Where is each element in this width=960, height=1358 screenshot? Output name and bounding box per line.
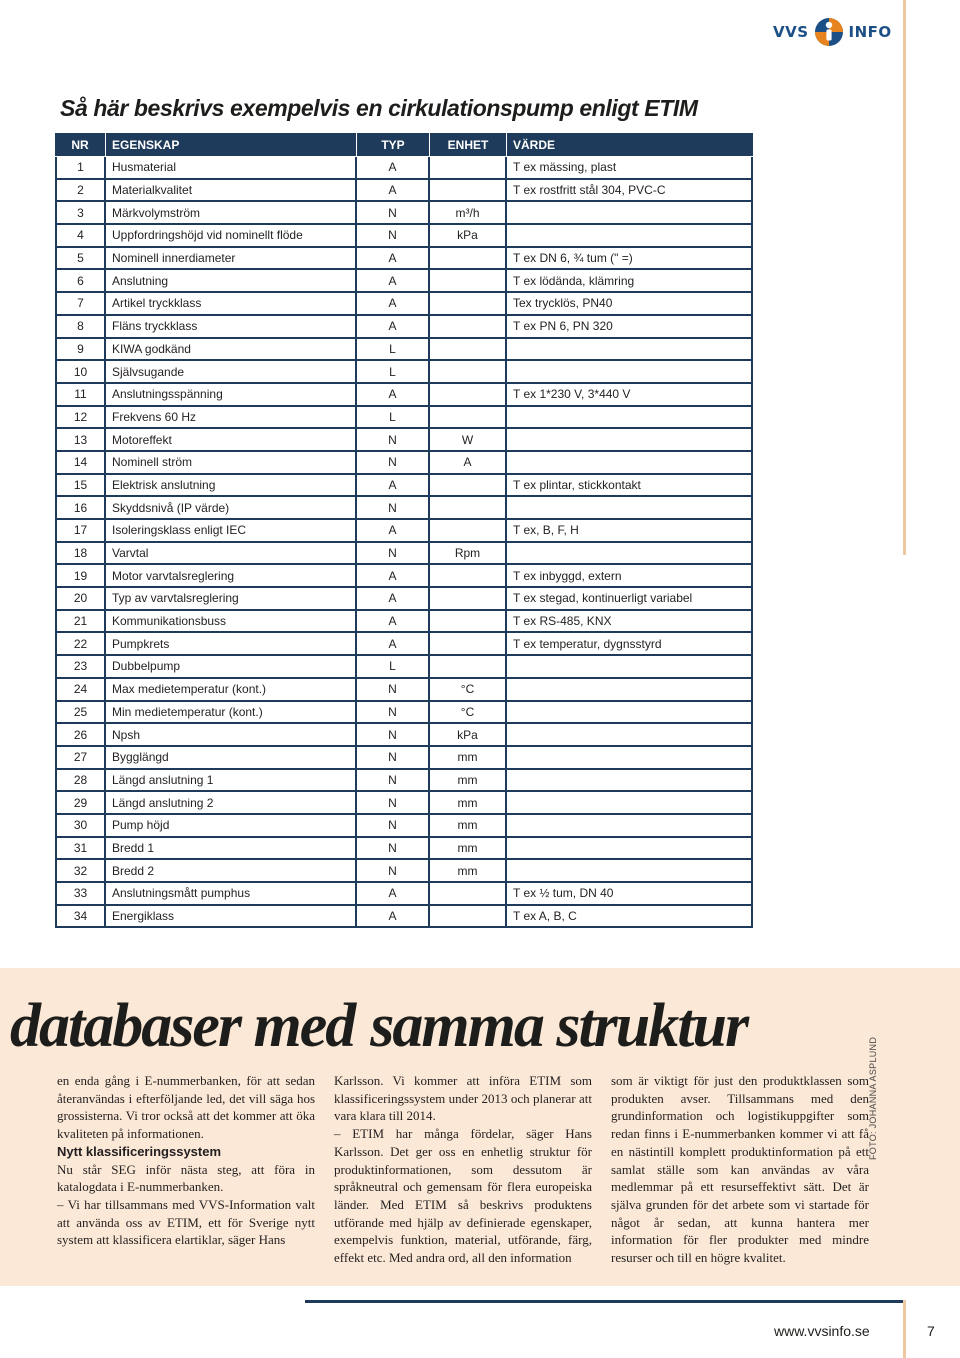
cell-typ: N bbox=[357, 543, 430, 566]
cell-typ: A bbox=[357, 316, 430, 339]
cell-varde bbox=[507, 702, 753, 725]
col2-paragraph-2: – ETIM har många fördelar, säger Hans Karlsson. Det ger oss en enhetlig struktur för produktinformationen, som dessutom är språkneutral och gemensam för flera europeiska länder. Med ETIM så beskrivs produktens utförande med hjälp av definierade egenskaper, exempelvis funktion, material, utförande, färg, effekt etc. Med andra ord, all den information bbox=[334, 1126, 592, 1266]
cell-nr: 18 bbox=[55, 543, 106, 566]
spec-table bbox=[55, 133, 753, 928]
table-row bbox=[55, 724, 753, 747]
col2-paragraph-1: Karlsson. Vi kommer att införa ETIM som klassificeringssystem under 2013 och planerar att vara klara till 2014. bbox=[334, 1073, 592, 1124]
cell-typ: N bbox=[357, 679, 430, 702]
article-headline bbox=[10, 992, 748, 1060]
cell-enhet bbox=[430, 407, 507, 430]
table-header-row bbox=[55, 133, 753, 157]
table-row bbox=[55, 339, 753, 362]
cell-nr: 25 bbox=[55, 702, 106, 725]
page-number: 7 bbox=[927, 1323, 935, 1339]
cell-varde: T ex lödända, klämring bbox=[507, 270, 753, 293]
cell-enhet bbox=[430, 270, 507, 293]
cell-egenskap: Frekvens 60 Hz bbox=[106, 407, 357, 430]
cell-enhet bbox=[430, 248, 507, 271]
cell-varde bbox=[507, 407, 753, 430]
cell-egenskap: Dubbelpump bbox=[106, 656, 357, 679]
header-nr: NR bbox=[55, 133, 106, 157]
cell-enhet bbox=[430, 361, 507, 384]
col3-paragraph-1: som är viktigt för just den produktklassen som produkten avser. Tillsammans med den grundinformation och logistikuppgifter som redan finns i E-nummerbanken kommer vi att få en nästintill komplett produktinformation på ett samlat ställe som kan användas av våra medlemmar på ett resurseffektivt sätt. Det är själva grunden för det arbete som vi startade för något år sedan, att kunna hantera mer information för fler produkter med mindre resurser och till en högre kvalitet. bbox=[611, 1073, 869, 1266]
cell-varde: T ex stegad, kontinuerligt variabel bbox=[507, 588, 753, 611]
table-row bbox=[55, 248, 753, 271]
cell-varde: T ex temperatur, dygnsstyrd bbox=[507, 633, 753, 656]
cell-egenskap: Anslutningsmått pumphus bbox=[106, 883, 357, 906]
cell-typ: L bbox=[357, 361, 430, 384]
cell-varde bbox=[507, 656, 753, 679]
cell-varde bbox=[507, 770, 753, 793]
cell-varde bbox=[507, 497, 753, 520]
table-row bbox=[55, 838, 753, 861]
cell-enhet bbox=[430, 633, 507, 656]
cell-egenskap: Materialkvalitet bbox=[106, 180, 357, 203]
cell-nr: 31 bbox=[55, 838, 106, 861]
cell-typ: N bbox=[357, 860, 430, 883]
cell-typ: N bbox=[357, 838, 430, 861]
cell-egenskap: Bredd 2 bbox=[106, 860, 357, 883]
cell-egenskap: Typ av varvtalsreglering bbox=[106, 588, 357, 611]
cell-enhet: kPa bbox=[430, 724, 507, 747]
cell-nr: 24 bbox=[55, 679, 106, 702]
article-subheading: Nytt klassificeringssystem bbox=[57, 1143, 222, 1159]
cell-nr: 3 bbox=[55, 202, 106, 225]
cell-typ: N bbox=[357, 815, 430, 838]
cell-typ: L bbox=[357, 656, 430, 679]
cell-enhet: mm bbox=[430, 838, 507, 861]
table-row bbox=[55, 770, 753, 793]
table-row bbox=[55, 316, 753, 339]
cell-enhet: m³/h bbox=[430, 202, 507, 225]
table-row bbox=[55, 497, 753, 520]
cell-nr: 2 bbox=[55, 180, 106, 203]
cell-nr: 32 bbox=[55, 860, 106, 883]
cell-typ: A bbox=[357, 270, 430, 293]
cell-enhet bbox=[430, 384, 507, 407]
cell-egenskap: Kommunikationsbuss bbox=[106, 611, 357, 634]
cell-egenskap: KIWA godkänd bbox=[106, 339, 357, 362]
cell-enhet bbox=[430, 475, 507, 498]
cell-varde bbox=[507, 339, 753, 362]
table-row bbox=[55, 225, 753, 248]
cell-enhet: mm bbox=[430, 747, 507, 770]
photo-credit: FOTO: JOHANNA ASPLUND bbox=[868, 1036, 878, 1160]
cell-typ: A bbox=[357, 384, 430, 407]
table-row bbox=[55, 588, 753, 611]
col1-paragraph-2: Nu står SEG inför nästa steg, att föra in katalogdata i E-nummerbanken. bbox=[57, 1161, 315, 1195]
table-row bbox=[55, 679, 753, 702]
logo-right-text: INFO bbox=[848, 23, 892, 41]
article-column-3 bbox=[611, 1072, 869, 1267]
cell-typ: N bbox=[357, 497, 430, 520]
table-row bbox=[55, 656, 753, 679]
cell-nr: 19 bbox=[55, 565, 106, 588]
cell-egenskap: Skyddsnivå (IP värde) bbox=[106, 497, 357, 520]
cell-varde: T ex rostfritt stål 304, PVC-C bbox=[507, 180, 753, 203]
cell-typ: N bbox=[357, 724, 430, 747]
cell-nr: 22 bbox=[55, 633, 106, 656]
cell-enhet: kPa bbox=[430, 225, 507, 248]
cell-typ: A bbox=[357, 248, 430, 271]
cell-egenskap: Artikel tryckklass bbox=[106, 293, 357, 316]
cell-egenskap: Längd anslutning 1 bbox=[106, 770, 357, 793]
cell-nr: 4 bbox=[55, 225, 106, 248]
cell-nr: 7 bbox=[55, 293, 106, 316]
cell-egenskap: Npsh bbox=[106, 724, 357, 747]
cell-nr: 9 bbox=[55, 339, 106, 362]
cell-nr: 28 bbox=[55, 770, 106, 793]
cell-egenskap: Bredd 1 bbox=[106, 838, 357, 861]
cell-egenskap: Anslutning bbox=[106, 270, 357, 293]
cell-enhet bbox=[430, 339, 507, 362]
table-row bbox=[55, 180, 753, 203]
cell-nr: 13 bbox=[55, 429, 106, 452]
cell-varde: T ex inbyggd, extern bbox=[507, 565, 753, 588]
footer-rule bbox=[305, 1300, 905, 1303]
cell-enhet bbox=[430, 497, 507, 520]
table-row bbox=[55, 792, 753, 815]
footer-url: www.vvsinfo.se bbox=[774, 1323, 870, 1339]
cell-varde bbox=[507, 202, 753, 225]
cell-varde: T ex 1*230 V, 3*440 V bbox=[507, 384, 753, 407]
table-title: Så här beskrivs exempelvis en cirkulationspump enligt ETIM bbox=[60, 95, 698, 121]
table-row bbox=[55, 906, 753, 929]
cell-nr: 33 bbox=[55, 883, 106, 906]
cell-typ: A bbox=[357, 906, 430, 929]
cell-varde: T ex PN 6, PN 320 bbox=[507, 316, 753, 339]
table-row bbox=[55, 157, 753, 180]
cell-typ: A bbox=[357, 633, 430, 656]
cell-varde: T ex, B, F, H bbox=[507, 520, 753, 543]
cell-egenskap: Fläns tryckklass bbox=[106, 316, 357, 339]
cell-typ: A bbox=[357, 180, 430, 203]
cell-typ: A bbox=[357, 611, 430, 634]
cell-varde: T ex mässing, plast bbox=[507, 157, 753, 180]
vvs-info-logo bbox=[773, 16, 892, 48]
cell-varde: T ex DN 6, ¾ tum (" =) bbox=[507, 248, 753, 271]
cell-enhet bbox=[430, 520, 507, 543]
cell-typ: A bbox=[357, 588, 430, 611]
cell-varde bbox=[507, 452, 753, 475]
cell-egenskap: Nominell ström bbox=[106, 452, 357, 475]
table-row bbox=[55, 520, 753, 543]
cell-enhet: °C bbox=[430, 679, 507, 702]
cell-nr: 29 bbox=[55, 792, 106, 815]
cell-nr: 11 bbox=[55, 384, 106, 407]
cell-egenskap: Energiklass bbox=[106, 906, 357, 929]
table-row bbox=[55, 407, 753, 430]
cell-varde bbox=[507, 815, 753, 838]
cell-varde bbox=[507, 543, 753, 566]
cell-egenskap: Nominell innerdiameter bbox=[106, 248, 357, 271]
cell-typ: L bbox=[357, 339, 430, 362]
table-row bbox=[55, 565, 753, 588]
cell-nr: 20 bbox=[55, 588, 106, 611]
col1-paragraph-1: en enda gång i E-nummerbanken, för att sedan återanvändas i efterföljande led, det vill säga hos grossisterna. Vi tror också att det kommer att öka kvaliteten på informationen. bbox=[57, 1073, 315, 1142]
cell-egenskap: Anslutningsspänning bbox=[106, 384, 357, 407]
cell-enhet bbox=[430, 157, 507, 180]
cell-typ: A bbox=[357, 475, 430, 498]
cell-enhet: A bbox=[430, 452, 507, 475]
cell-varde bbox=[507, 679, 753, 702]
cell-egenskap: Märkvolymström bbox=[106, 202, 357, 225]
cell-varde bbox=[507, 724, 753, 747]
cell-nr: 27 bbox=[55, 747, 106, 770]
table-row bbox=[55, 361, 753, 384]
table-row bbox=[55, 452, 753, 475]
cell-nr: 16 bbox=[55, 497, 106, 520]
cell-typ: N bbox=[357, 429, 430, 452]
edge-rule bbox=[903, 0, 906, 555]
cell-enhet: mm bbox=[430, 860, 507, 883]
cell-typ: L bbox=[357, 407, 430, 430]
table-row bbox=[55, 202, 753, 225]
table-row bbox=[55, 270, 753, 293]
table-row bbox=[55, 633, 753, 656]
cell-nr: 1 bbox=[55, 157, 106, 180]
cell-egenskap: Isoleringsklass enligt IEC bbox=[106, 520, 357, 543]
cell-enhet bbox=[430, 611, 507, 634]
header-typ: TYP bbox=[357, 133, 430, 157]
cell-egenskap: Motoreffekt bbox=[106, 429, 357, 452]
cell-egenskap: Pump höjd bbox=[106, 815, 357, 838]
cell-enhet bbox=[430, 656, 507, 679]
table-row bbox=[55, 702, 753, 725]
header-enhet: ENHET bbox=[430, 133, 507, 157]
cell-egenskap: Uppfordringshöjd vid nominellt flöde bbox=[106, 225, 357, 248]
table-row bbox=[55, 429, 753, 452]
cell-nr: 34 bbox=[55, 906, 106, 929]
cell-varde bbox=[507, 429, 753, 452]
table-row bbox=[55, 747, 753, 770]
cell-typ: A bbox=[357, 157, 430, 180]
cell-nr: 12 bbox=[55, 407, 106, 430]
cell-nr: 15 bbox=[55, 475, 106, 498]
cell-egenskap: Pumpkrets bbox=[106, 633, 357, 656]
cell-nr: 5 bbox=[55, 248, 106, 271]
cell-egenskap: Min medietemperatur (kont.) bbox=[106, 702, 357, 725]
cell-typ: A bbox=[357, 565, 430, 588]
cell-enhet bbox=[430, 293, 507, 316]
cell-typ: A bbox=[357, 520, 430, 543]
logo-person-icon bbox=[814, 17, 844, 47]
cell-nr: 10 bbox=[55, 361, 106, 384]
cell-varde bbox=[507, 792, 753, 815]
cell-enhet bbox=[430, 588, 507, 611]
cell-typ: N bbox=[357, 747, 430, 770]
cell-egenskap: Motor varvtalsreglering bbox=[106, 565, 357, 588]
cell-varde: T ex ½ tum, DN 40 bbox=[507, 883, 753, 906]
cell-nr: 26 bbox=[55, 724, 106, 747]
cell-nr: 30 bbox=[55, 815, 106, 838]
cell-egenskap: Max medietemperatur (kont.) bbox=[106, 679, 357, 702]
cell-egenskap: Längd anslutning 2 bbox=[106, 792, 357, 815]
cell-nr: 8 bbox=[55, 316, 106, 339]
table-row bbox=[55, 611, 753, 634]
cell-nr: 14 bbox=[55, 452, 106, 475]
cell-typ: N bbox=[357, 702, 430, 725]
cell-varde bbox=[507, 361, 753, 384]
table-row bbox=[55, 883, 753, 906]
logo-left-text: VVS bbox=[773, 23, 809, 41]
cell-enhet: mm bbox=[430, 815, 507, 838]
cell-typ: N bbox=[357, 770, 430, 793]
cell-enhet: W bbox=[430, 429, 507, 452]
article-column-2 bbox=[334, 1072, 592, 1267]
cell-varde: T ex RS-485, KNX bbox=[507, 611, 753, 634]
cell-enhet bbox=[430, 180, 507, 203]
table-row bbox=[55, 860, 753, 883]
cell-nr: 23 bbox=[55, 656, 106, 679]
cell-typ: N bbox=[357, 452, 430, 475]
cell-typ: N bbox=[357, 792, 430, 815]
cell-varde: T ex plintar, stickkontakt bbox=[507, 475, 753, 498]
cell-varde bbox=[507, 860, 753, 883]
col1-paragraph-3: – Vi har tillsammans med VVS-Information valt att använda oss av ETIM, ett för Sverige nytt system att klassificera elartiklar, säger Hans bbox=[57, 1196, 315, 1248]
headline-left: databaser med bbox=[10, 992, 355, 1060]
headline-right: samma struktur bbox=[370, 992, 748, 1060]
cell-egenskap: Elektrisk anslutning bbox=[106, 475, 357, 498]
article-column-1 bbox=[57, 1072, 315, 1249]
cell-egenskap: Bygglängd bbox=[106, 747, 357, 770]
cell-varde: Tex trycklös, PN40 bbox=[507, 293, 753, 316]
cell-varde: T ex A, B, C bbox=[507, 906, 753, 929]
header-egenskap: EGENSKAP bbox=[106, 133, 357, 157]
cell-enhet: Rpm bbox=[430, 543, 507, 566]
edge-rule-lower bbox=[903, 1300, 906, 1358]
cell-typ: A bbox=[357, 293, 430, 316]
cell-enhet bbox=[430, 883, 507, 906]
table-row bbox=[55, 815, 753, 838]
cell-typ: A bbox=[357, 883, 430, 906]
table-body bbox=[55, 157, 753, 928]
cell-nr: 6 bbox=[55, 270, 106, 293]
cell-enhet bbox=[430, 906, 507, 929]
cell-varde bbox=[507, 225, 753, 248]
header-varde: VÄRDE bbox=[507, 133, 753, 157]
cell-egenskap: Självsugande bbox=[106, 361, 357, 384]
cell-enhet: mm bbox=[430, 770, 507, 793]
cell-egenskap: Husmaterial bbox=[106, 157, 357, 180]
cell-enhet bbox=[430, 565, 507, 588]
cell-nr: 17 bbox=[55, 520, 106, 543]
cell-varde bbox=[507, 838, 753, 861]
cell-typ: N bbox=[357, 202, 430, 225]
cell-egenskap: Varvtal bbox=[106, 543, 357, 566]
table-row bbox=[55, 543, 753, 566]
cell-nr: 21 bbox=[55, 611, 106, 634]
table-row bbox=[55, 475, 753, 498]
cell-typ: N bbox=[357, 225, 430, 248]
cell-enhet bbox=[430, 316, 507, 339]
cell-enhet: °C bbox=[430, 702, 507, 725]
table-row bbox=[55, 384, 753, 407]
cell-enhet: mm bbox=[430, 792, 507, 815]
cell-varde bbox=[507, 747, 753, 770]
table-row bbox=[55, 293, 753, 316]
